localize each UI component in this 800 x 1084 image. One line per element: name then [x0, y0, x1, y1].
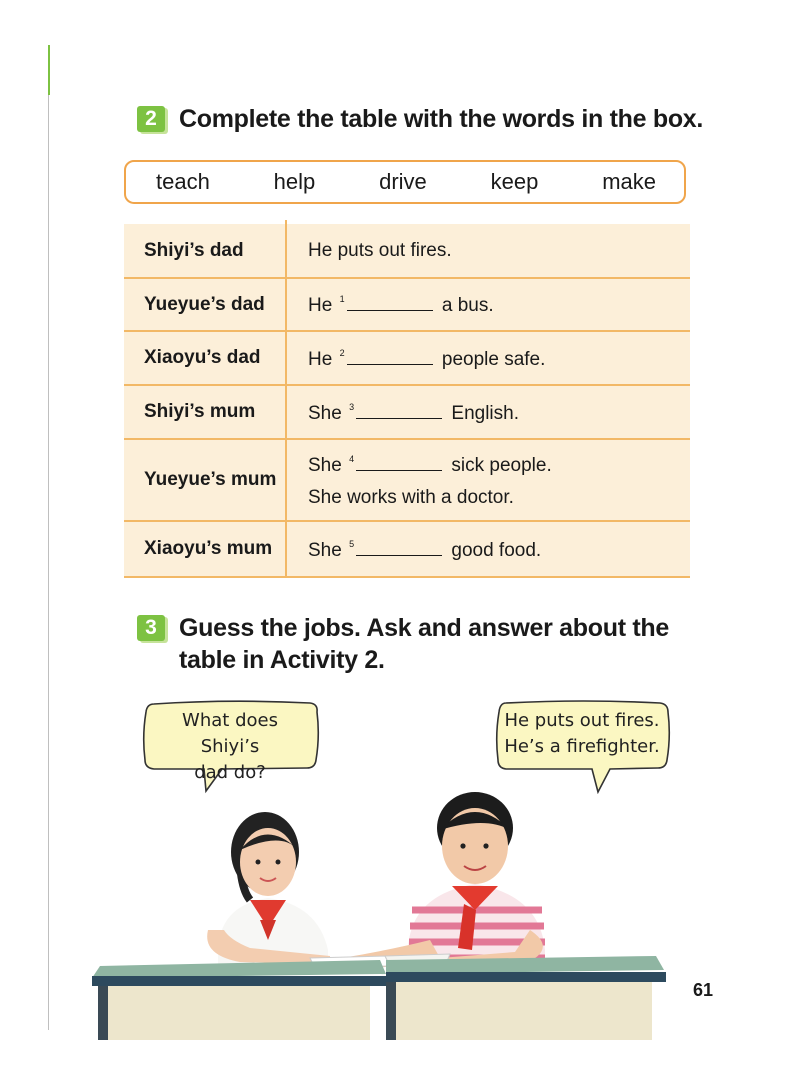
blank-number: 4	[349, 453, 355, 464]
row-sentence	[308, 440, 552, 520]
row-name: Xiaoyu’s dad	[144, 347, 261, 368]
row-name: Yueyue’s mum	[144, 469, 277, 490]
sentence-text: good food.	[451, 539, 542, 561]
row-sentence	[308, 386, 519, 438]
bubble-question-line1: What does Shiyi’s	[182, 710, 278, 757]
word-box	[124, 160, 686, 204]
blank-number: 5	[349, 538, 355, 549]
table-row	[124, 224, 690, 279]
table-row	[124, 332, 690, 386]
row-name: Yueyue’s dad	[144, 293, 265, 315]
activity-2-title: Complete the table with the words in the box.	[179, 105, 704, 133]
sentence-text: a bus.	[441, 295, 494, 316]
table-column-divider	[285, 220, 287, 578]
row-sentence	[308, 279, 494, 330]
activity-2-badge: 2	[137, 106, 165, 132]
table-row	[124, 279, 690, 332]
word-help: help	[273, 169, 316, 194]
sentence-text: She	[308, 454, 342, 476]
table-row	[124, 386, 690, 440]
answer-blank-1[interactable]	[347, 292, 433, 311]
page-number: 61	[693, 980, 714, 1000]
row-sentence	[308, 224, 452, 277]
activity-3-title-line1: Guess the jobs. Ask and answer about the	[179, 614, 669, 642]
row-name: Shiyi’s mum	[144, 401, 256, 422]
answer-blank-2[interactable]	[347, 346, 433, 365]
row-sentence	[308, 332, 545, 384]
bubble-answer-line2: He’s a firefighter.	[504, 736, 660, 757]
answer-blank-3[interactable]	[356, 400, 442, 419]
row-name: Xiaoyu’s mum	[144, 538, 273, 559]
sentence-text: sick people.	[451, 454, 552, 476]
bubble-question-line2: dad do?	[194, 762, 266, 783]
blank-number: 2	[339, 347, 345, 358]
table-row	[124, 440, 690, 522]
sentence-text: He	[308, 348, 333, 370]
sentence-text: She works with a doctor.	[308, 486, 514, 508]
table-row	[124, 522, 690, 578]
blank-number: 1	[339, 294, 345, 304]
row-name: Shiyi’s dad	[144, 239, 244, 261]
word-make: make	[602, 169, 656, 194]
word-teach: teach	[156, 169, 210, 194]
answer-blank-5[interactable]	[356, 537, 442, 556]
sentence-text: He puts out fires.	[308, 239, 452, 261]
row-sentence	[308, 522, 541, 576]
jobs-table	[124, 224, 690, 578]
sentence-text: She	[308, 539, 342, 561]
activity-3-badge: 3	[137, 615, 165, 641]
activity-3-title-line2: table in Activity 2.	[179, 646, 385, 674]
sentence-text: English.	[451, 402, 519, 424]
girl-figure	[207, 812, 330, 970]
children-at-desks-illustration	[90, 780, 680, 1040]
sentence-text: She	[308, 402, 342, 424]
word-drive: drive	[379, 169, 427, 194]
sentence-text: He	[308, 295, 333, 316]
page-margin-rule	[48, 0, 50, 1030]
boy-figure	[342, 792, 545, 970]
desks	[92, 956, 666, 1040]
word-keep: keep	[490, 169, 539, 194]
sentence-text: people safe.	[441, 348, 546, 370]
answer-blank-4[interactable]	[356, 452, 442, 471]
blank-number: 3	[349, 401, 355, 412]
bubble-answer-line1: He puts out fires.	[504, 710, 660, 731]
